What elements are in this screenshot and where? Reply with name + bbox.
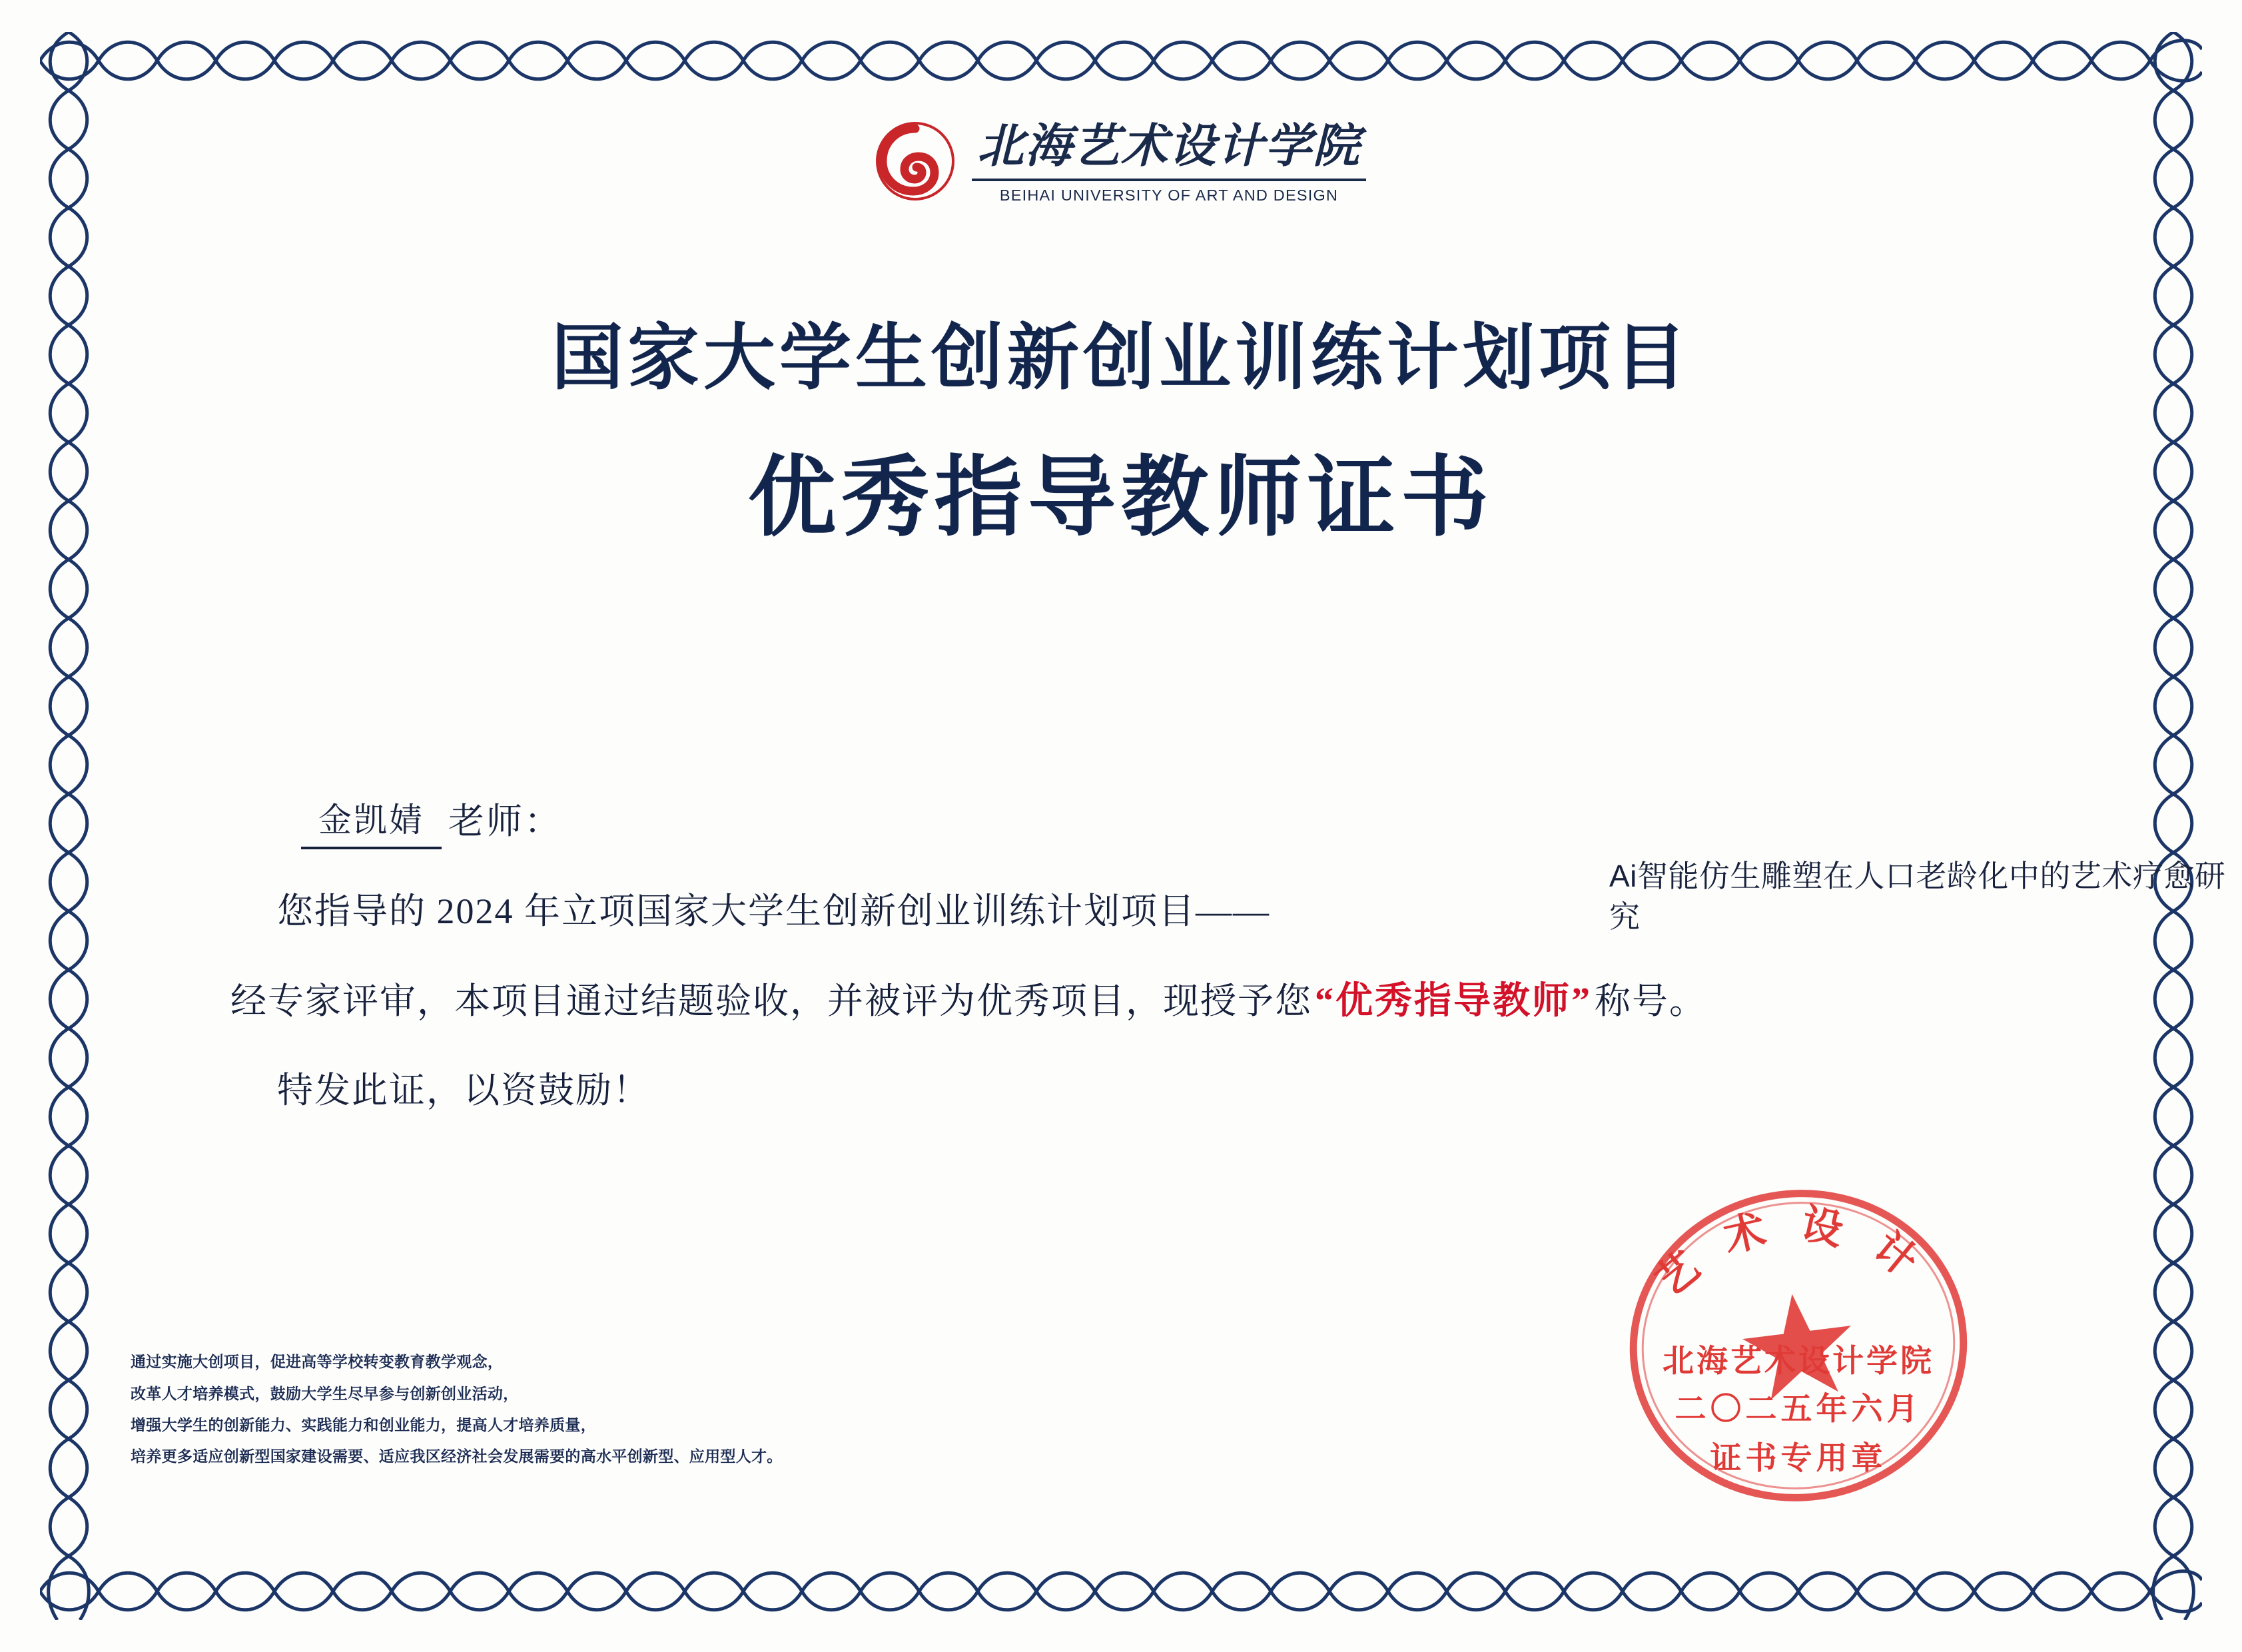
footnote-line: 增强大学生的创新能力、实践能力和创业能力，提高人才培养质量， — [131, 1416, 596, 1434]
rope-border-bottom-icon — [40, 1563, 2202, 1620]
body-line-3 — [230, 971, 2102, 1025]
seal-arc-text — [1612, 1184, 1985, 1344]
swirl-logo-icon — [876, 122, 954, 201]
certificate-body — [171, 793, 2226, 1113]
institution-name-cn: 北海艺术设计学院 — [977, 121, 1361, 173]
body-line-4: 特发此证，以资鼓励！ — [277, 1070, 650, 1110]
seal-org-name: 北海艺术设计学院 — [1663, 1344, 1934, 1379]
body-line-2 — [277, 859, 2226, 934]
seal-kind: 证书专用章 — [1710, 1442, 1887, 1476]
logo-divider — [972, 179, 1366, 181]
honor-title: “优秀指导教师” — [1315, 981, 1592, 1022]
certificate-title-line2: 优秀指导教师证书 — [748, 449, 1494, 547]
institution-name-en: BEIHAI UNIVERSITY OF ART AND DESIGN — [999, 186, 1339, 204]
project-title: Ai智能仿生雕塑在人口老龄化中的艺术疗愈研究 — [1609, 859, 2226, 934]
rope-border-right-icon — [2145, 32, 2202, 1620]
recipient-name: 金凯婧 — [301, 793, 442, 849]
rope-border-top-icon — [40, 32, 2202, 89]
body-line-3-before: 经专家评审，本项目通过结题验收，并被评为优秀项目，现授予您 — [230, 981, 1312, 1021]
seal-text — [1612, 1172, 1985, 1519]
footnote — [131, 1346, 1063, 1472]
recipient-line — [301, 793, 2102, 849]
institution-logo — [0, 119, 2242, 205]
body-line-3-after: 称号。 — [1595, 981, 1706, 1021]
seal-date: 二〇二五年六月 — [1675, 1392, 1922, 1427]
svg-text:艺术设计: 艺术设计 — [1647, 1201, 1950, 1305]
footnote-line: 通过实施大创项目，促进高等学校转变教育教学观念， — [131, 1354, 504, 1371]
official-seal — [1612, 1172, 1985, 1519]
rope-border-left-icon — [40, 32, 97, 1620]
footnote-line: 改革人才培养模式，鼓励大学生尽早参与创新创业活动， — [131, 1385, 519, 1402]
body-line-2-text: 您指导的 2024 年立项国家大学生创新创业训练计划项目—— — [277, 891, 1270, 931]
footnote-line: 培养更多适应创新型国家建设需要、适应我区经济社会发展需要的高水平创新型、应用型人才。 — [131, 1447, 783, 1465]
certificate-title-line1: 国家大学生创新创业训练计划项目 — [551, 319, 1690, 398]
recipient-suffix: 老师： — [448, 801, 562, 841]
